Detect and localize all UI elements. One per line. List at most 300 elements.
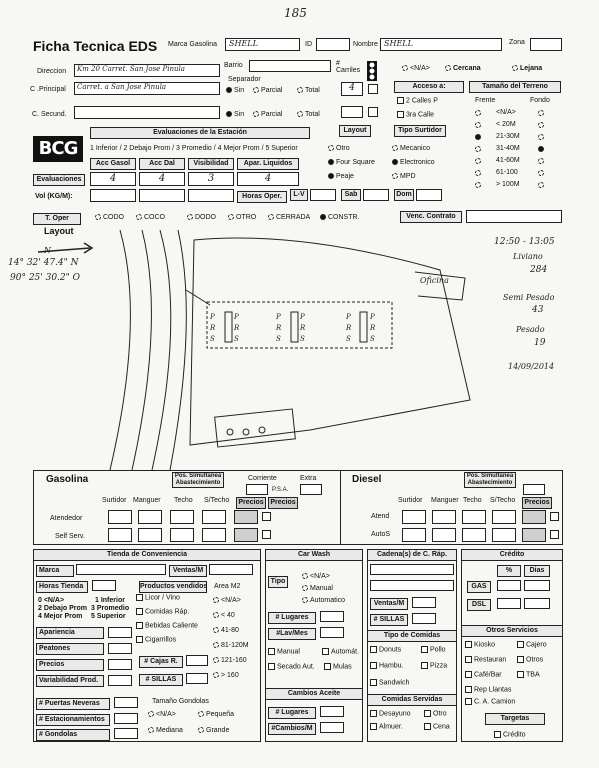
radio-icon — [512, 65, 518, 71]
extra-label: Extra — [300, 475, 317, 482]
radio-icon — [445, 65, 451, 71]
estacionamientos-label: # Estacionamientos — [36, 714, 110, 726]
servicio-label: Kiosko — [474, 641, 496, 649]
eval-col-visibilidad: Visibilidad — [188, 158, 234, 170]
t-oper-option-label: COCO — [144, 214, 165, 221]
eval-acc-dal-field[interactable] — [139, 172, 185, 186]
tercera-calle-check[interactable] — [397, 111, 434, 118]
radio-icon — [328, 173, 334, 179]
page-number: 185 — [284, 6, 307, 20]
area-option[interactable] — [213, 642, 249, 649]
surtidor-four-square-option[interactable] — [328, 159, 375, 166]
cadena-sillas-field[interactable] — [412, 613, 436, 624]
t-oper-label: T. Oper — [33, 213, 81, 225]
eval-col-acc-gasol: Acc Gasol — [90, 158, 136, 170]
checkbox-icon — [421, 646, 428, 653]
vol-label: Vol (KG/M): — [35, 193, 73, 200]
dsl-stecho-col: S/Techo — [490, 497, 516, 504]
servicio-check[interactable] — [517, 671, 540, 678]
comida-pizza-label: Pizza — [430, 662, 448, 670]
servidas-header: Comidas Servidas — [367, 694, 457, 706]
area-option-label: 121-160 — [221, 657, 247, 664]
separador-sin-option[interactable] — [226, 87, 244, 94]
checkbox-icon — [517, 641, 524, 648]
carwash-lavmes-field[interactable] — [320, 627, 344, 638]
servida-desayuno-label: Desayuno — [379, 710, 411, 718]
fondo-radio-5[interactable] — [538, 170, 544, 176]
nombre-value: SHELL — [384, 39, 413, 48]
page-title: Ficha Tecnica EDS — [33, 38, 158, 54]
gasolina-title: Gasolina — [46, 474, 89, 485]
radio-icon — [320, 214, 326, 220]
carwash-manual-option[interactable] — [302, 585, 333, 592]
gas-grid-cell[interactable] — [170, 510, 194, 524]
producto-check[interactable] — [136, 594, 180, 601]
tienda-marca-field[interactable] — [76, 564, 166, 575]
pesado-count: 19 — [534, 338, 546, 348]
t-oper-option-otro[interactable] — [228, 214, 256, 221]
tamano-gondolas-label: Tamaño Gondolas — [152, 698, 209, 705]
surtidor-mecanico-option[interactable] — [392, 145, 430, 152]
site-layout-sketch — [0, 230, 599, 470]
venc-contrato-field[interactable] — [466, 210, 562, 223]
radio-icon — [253, 111, 259, 117]
dsl-grid-check[interactable] — [550, 530, 559, 539]
cajas-field[interactable] — [186, 655, 208, 666]
cw-autom-check[interactable] — [322, 648, 359, 655]
gondola-mediana-option[interactable] — [148, 727, 183, 734]
radio-icon — [328, 145, 334, 151]
carwash-na-option[interactable] — [302, 573, 330, 580]
carwash-tipo-label: Tipo — [268, 576, 288, 588]
scale-2: 2 Debajo Prom — [38, 605, 88, 612]
frente-radio-1[interactable] — [475, 122, 481, 128]
mpd-label: MPD — [400, 173, 416, 180]
dsl-grid-cell[interactable] — [402, 528, 426, 542]
dsl-grid-cell[interactable] — [462, 528, 486, 542]
nombre-label: Nombre — [353, 41, 378, 48]
servicio-check[interactable] — [465, 641, 495, 648]
comida-donuts-check[interactable] — [370, 646, 401, 653]
area-option[interactable] — [213, 612, 235, 619]
radio-icon — [392, 173, 398, 179]
t-oper-option-constr[interactable] — [320, 214, 360, 221]
radio-icon — [392, 159, 398, 165]
tienda-field-input[interactable] — [108, 659, 132, 670]
carwash-auto-option[interactable] — [302, 597, 345, 604]
area-option[interactable] — [213, 627, 239, 634]
semi-count: 43 — [532, 305, 544, 315]
gas-pos-sim-label: Pos. Simultanea Abastecimiento — [172, 472, 224, 488]
servida-almuer-check[interactable] — [370, 723, 403, 730]
checkbox-icon — [494, 731, 501, 738]
cambios-lugares-field[interactable] — [320, 706, 344, 717]
scale-4: 4 Mejor Prom — [38, 613, 83, 620]
comida-hambu-check[interactable] — [370, 662, 404, 669]
eval-scale-text: 1 Inferior / 2 Debajo Prom / 3 Promedio / 4 Mejor Prom / 5 Superior — [90, 145, 298, 152]
nombre-field[interactable] — [380, 38, 502, 51]
horas-tienda-field[interactable] — [92, 580, 116, 591]
evaluaciones-label: Evaluaciones — [33, 174, 85, 186]
servicio-label: Otros — [526, 656, 544, 664]
area-label: Area M2 — [214, 583, 241, 590]
cadena-field-2[interactable] — [370, 580, 454, 591]
extra-field[interactable] — [300, 484, 322, 495]
servida-desayuno-check[interactable] — [370, 710, 411, 717]
proximity-lejana-option[interactable] — [512, 65, 542, 72]
zona-field[interactable] — [530, 38, 562, 51]
area-option[interactable] — [213, 597, 241, 604]
frente-radio-6[interactable] — [475, 182, 481, 188]
lejana-label: Lejana — [520, 65, 543, 72]
id-field[interactable] — [316, 38, 350, 51]
t-oper-option-cerrada[interactable] — [268, 214, 310, 221]
servicio-check[interactable] — [465, 698, 515, 705]
carwash-lugares-field[interactable] — [320, 611, 344, 622]
dsl-grid-cell[interactable] — [492, 528, 516, 542]
credito-dsl-dias[interactable] — [524, 598, 550, 609]
eval-acc-dal-value: 4 — [158, 173, 166, 184]
calles-p-check[interactable] — [397, 97, 438, 104]
t-oper-option-label: CONSTR. — [328, 214, 360, 221]
t-oper-option-label: OTRO — [236, 214, 257, 221]
gas-grid-cell[interactable] — [234, 510, 258, 524]
radio-icon — [302, 573, 308, 579]
cambios-header: Cambios Aceite — [265, 688, 363, 700]
comida-hambu-label: Hambu. — [379, 662, 404, 670]
frente-radio-0[interactable] — [475, 110, 481, 116]
area-option-label: > 160 — [221, 672, 239, 679]
cercana-label: Cercana — [453, 65, 481, 72]
scale-3: 3 Promedio — [91, 605, 130, 612]
sab-field[interactable] — [363, 189, 389, 201]
producto-check[interactable] — [136, 608, 189, 615]
eval-acc-gasol-value: 4 — [109, 173, 117, 184]
dsl-grid-cell[interactable] — [432, 528, 456, 542]
servida-almuer-label: Almuer. — [379, 723, 403, 731]
secund-field[interactable] — [74, 106, 220, 119]
tienda-field-input[interactable] — [108, 675, 132, 686]
eval-visibilidad-field[interactable] — [188, 172, 234, 186]
gondola-pequena-label: Pequeña — [206, 711, 235, 718]
credito-header: Crédito — [461, 549, 563, 561]
frente-label: Frente — [475, 97, 496, 104]
servicio-label: C. A. Camion — [474, 698, 516, 706]
cw-manual-label: Manual — [277, 648, 300, 656]
total-label: Total — [305, 87, 320, 94]
marca-label: Marca Gasolina — [168, 41, 218, 48]
servida-otro-check[interactable] — [424, 710, 447, 717]
eval-apar-liquidos-value: 4 — [264, 173, 272, 184]
secund-sin-option[interactable] — [226, 111, 244, 118]
t-oper-option-coco[interactable] — [136, 214, 165, 221]
servicio-label: Café/Bar — [474, 671, 502, 679]
vol-field-3[interactable] — [188, 189, 234, 202]
eval-col-apar-liquidos: Apar. Liquidos — [237, 158, 299, 170]
count-date: 14/09/2014 — [508, 362, 555, 371]
scale-1: 1 Inferior — [95, 597, 125, 604]
radio-icon — [187, 214, 193, 220]
cambios-mes-label: #Cambios/M — [268, 723, 316, 735]
gas-grid-cell[interactable] — [234, 528, 258, 542]
cadena-field-1[interactable] — [370, 564, 454, 575]
servicio-label: Rep Llantas — [474, 686, 512, 694]
targeta-credito-check[interactable] — [494, 731, 526, 738]
credito-pct-label: % — [497, 565, 521, 577]
gas-grid-cell[interactable] — [170, 528, 194, 542]
vol-field-2[interactable] — [139, 189, 185, 202]
bcg-logo: BCG — [33, 136, 83, 162]
tienda-field-label: Apariencia — [36, 627, 104, 639]
tercera-calle-label: 3ra Calle — [406, 111, 435, 119]
radio-icon — [95, 214, 101, 220]
checkbox-icon — [424, 710, 431, 717]
dom-field[interactable] — [416, 189, 442, 201]
servicio-check[interactable] — [465, 656, 506, 663]
tienda-field-label: Peatones — [36, 643, 104, 655]
terreno-size-label: 61-100 — [496, 169, 518, 176]
dsl-grid-cell[interactable] — [462, 510, 486, 524]
checkbox-icon — [465, 641, 472, 648]
fondo-radio-4[interactable] — [538, 158, 544, 164]
separador-total-option[interactable] — [297, 87, 320, 94]
count-time: 12:50 - 13:05 — [494, 237, 555, 247]
fondo-label: Fondo — [530, 97, 550, 104]
servicio-check[interactable] — [465, 671, 502, 678]
dsl-pos-sim-label: Pos. Simultanea Abastecimiento — [464, 472, 516, 488]
radio-icon — [148, 711, 154, 717]
carwash-auto-label: Automatico — [310, 597, 346, 604]
barrio-field[interactable] — [249, 60, 331, 72]
credito-gas-pct[interactable] — [497, 580, 521, 591]
servida-cena-check[interactable] — [424, 723, 450, 730]
cadena-ventas-label: Ventas/M — [370, 598, 408, 610]
secund-carriles-field[interactable] — [341, 106, 363, 118]
radio-icon — [328, 159, 334, 165]
zona-label: Zona — [509, 39, 525, 46]
cambios-mes-field[interactable] — [320, 722, 344, 733]
dsl-grid-cell[interactable] — [402, 510, 426, 524]
proximity-na-option[interactable] — [402, 65, 430, 72]
carwash-na-label: <N/A> — [310, 573, 330, 580]
checkbox-icon — [465, 671, 472, 678]
principal-label: C .Principal — [30, 86, 66, 93]
servicio-check[interactable] — [517, 641, 547, 648]
gas-manguer-col: Manguer — [133, 497, 161, 504]
fondo-radio-0[interactable] — [538, 110, 544, 116]
layout-section-label: Layout — [44, 226, 74, 236]
dsl-grid-cell[interactable] — [492, 510, 516, 524]
marca-field[interactable] — [225, 38, 300, 51]
eval-apar-liquidos-field[interactable] — [237, 172, 299, 186]
cw-secado-check[interactable] — [268, 663, 315, 670]
principal-field[interactable] — [74, 82, 220, 95]
dom-label: Dom — [394, 189, 414, 201]
surtidor-electronico-option[interactable] — [392, 159, 435, 166]
producto-label: Comidas Ráp. — [145, 608, 190, 616]
radio-icon — [136, 214, 142, 220]
producto-check[interactable] — [136, 622, 198, 629]
comida-sandwich-check[interactable] — [370, 679, 409, 686]
secund-label: C. Secund. — [32, 111, 67, 118]
secund-total-option[interactable] — [297, 111, 320, 118]
radio-icon — [198, 711, 204, 717]
direccion-label: Direccion — [37, 68, 67, 75]
checkbox-icon — [136, 608, 143, 615]
diesel-title: Diesel — [352, 474, 382, 485]
eval-acc-gasol-field[interactable] — [90, 172, 136, 186]
dsl-psa-field[interactable] — [523, 484, 545, 495]
puertas-field[interactable] — [114, 697, 138, 708]
servicio-check[interactable] — [465, 686, 511, 693]
frente-radio-2[interactable] — [475, 134, 481, 140]
dsl-grid-cell[interactable] — [522, 528, 546, 542]
traffic-light-icon — [366, 61, 378, 81]
t-oper-option-label: DODO — [195, 214, 216, 221]
fondo-radio-3[interactable] — [538, 146, 544, 152]
gas-stecho-col: S/Techo — [204, 497, 230, 504]
area-option[interactable] — [213, 672, 239, 679]
radio-icon — [392, 145, 398, 151]
gas-self-serv-label: Self Serv. — [55, 533, 85, 540]
dsl-atend-label: Atend — [371, 513, 390, 520]
carriles-field[interactable] — [341, 82, 363, 96]
pump-label: R — [276, 324, 282, 332]
t-oper-option-label: CODO — [103, 214, 124, 221]
frente-radio-3[interactable] — [475, 146, 481, 152]
dsl-grid-cell[interactable] — [522, 510, 546, 524]
carwash-lavmes-label: #Lav/Mes — [268, 628, 316, 640]
pump-label: R — [210, 324, 216, 332]
gondolas-field[interactable] — [114, 728, 138, 739]
horas-tienda-label: Horas Tienda — [36, 581, 88, 593]
producto-check[interactable] — [136, 636, 176, 643]
carwash-manual-label: Manual — [310, 585, 333, 592]
barrio-label: Barrio — [224, 62, 243, 69]
parcial-label: Parcial — [261, 111, 283, 118]
vol-field-1[interactable] — [90, 189, 136, 202]
pump-label: P — [276, 313, 281, 321]
area-option[interactable] — [213, 657, 247, 664]
gas-grid-cell[interactable] — [108, 510, 132, 524]
gas-grid-cell[interactable] — [138, 528, 162, 542]
proximity-cercana-option[interactable] — [445, 65, 481, 72]
fuel-divider — [340, 470, 341, 545]
gas-grid-cell[interactable] — [108, 528, 132, 542]
checkbox-icon — [136, 622, 143, 629]
radio-icon — [268, 214, 274, 220]
lv-field[interactable] — [310, 189, 336, 201]
tienda-field-input[interactable] — [108, 627, 132, 638]
gondola-pequena-option[interactable] — [198, 711, 234, 718]
fondo-radio-6[interactable] — [538, 182, 544, 188]
carriles-check[interactable] — [368, 84, 378, 94]
frente-radio-5[interactable] — [475, 170, 481, 176]
corriente-label: Corriente — [248, 475, 277, 482]
tipo-comidas-header: Tipo de Comidas — [367, 630, 457, 642]
estacionamientos-field[interactable] — [114, 713, 138, 724]
gas-grid-check[interactable] — [262, 530, 271, 539]
t-oper-option-codo[interactable] — [95, 214, 124, 221]
layout-button[interactable]: Layout — [339, 125, 371, 137]
dsl-techo-col: Techo — [463, 497, 482, 504]
gas-grid-check[interactable] — [262, 512, 271, 521]
liviano-label: Liviano — [513, 252, 543, 261]
cw-mulas-label: Mulas — [333, 663, 352, 671]
otros-servicios-header: Otros Servicios — [461, 625, 563, 637]
checkbox-icon — [324, 663, 331, 670]
gondola-na-label: <N/A> — [156, 711, 176, 718]
surtidor-otro-option[interactable] — [328, 145, 350, 152]
secund-check[interactable] — [368, 107, 378, 117]
separador-parcial-option[interactable] — [253, 87, 282, 94]
cw-manual-check[interactable] — [268, 648, 300, 655]
gas-precios-label: Precios — [268, 497, 298, 509]
servicio-label: Restauran — [474, 656, 507, 664]
separador-label: Separador — [228, 76, 261, 83]
carwash-lugares-label: # Lugares — [268, 612, 316, 624]
area-option-label: < 40 — [221, 612, 235, 619]
gondola-grande-option[interactable] — [198, 727, 229, 734]
tienda-sillas-field[interactable] — [186, 673, 208, 684]
direccion-field[interactable] — [74, 64, 220, 77]
pump-label: P — [234, 313, 239, 321]
secund-parcial-option[interactable] — [253, 111, 282, 118]
area-option-label: 41-80 — [221, 627, 239, 634]
surtidor-mpd-option[interactable] — [392, 173, 416, 180]
servicio-check[interactable] — [517, 656, 543, 663]
radio-icon — [213, 657, 219, 663]
fondo-radio-2[interactable] — [538, 134, 544, 140]
radio-icon — [198, 727, 204, 733]
tienda-ventas-field[interactable] — [209, 564, 253, 575]
t-oper-option-dodo[interactable] — [187, 214, 216, 221]
tienda-field-label: Precios — [36, 659, 104, 671]
gas-surtidor-col: Surtidor — [102, 497, 127, 504]
gondola-mediana-label: Mediana — [156, 727, 183, 734]
liviano-count: 284 — [530, 265, 548, 275]
gas-grid-cell[interactable] — [202, 528, 226, 542]
checkbox-icon — [397, 111, 404, 118]
pump-label: R — [300, 324, 306, 332]
comida-pizza-check[interactable] — [421, 662, 447, 669]
direccion-value: Km 20 Carret. San Jose Pinula — [77, 65, 185, 73]
four-square-label: Four Square — [336, 159, 375, 166]
sin-label: Sin — [234, 87, 245, 94]
sab-label: Sab — [341, 189, 361, 201]
credito-dsl-pct[interactable] — [497, 598, 521, 609]
cadena-ventas-field[interactable] — [412, 597, 436, 608]
checkbox-icon — [370, 662, 377, 669]
fondo-radio-1[interactable] — [538, 122, 544, 128]
credito-gas-dias[interactable] — [524, 580, 550, 591]
cw-mulas-check[interactable] — [324, 663, 352, 670]
coords-lat: 14° 32' 47.4" N — [8, 258, 79, 268]
corriente-field[interactable] — [246, 484, 268, 495]
tienda-field-input[interactable] — [108, 643, 132, 654]
frente-radio-4[interactable] — [475, 158, 481, 164]
dsl-grid-cell[interactable] — [432, 510, 456, 524]
parcial-label: Parcial — [261, 87, 283, 94]
scale-0: 0 <N/A> — [38, 597, 65, 604]
dsl-grid-check[interactable] — [550, 512, 559, 521]
gas-grid-cell[interactable] — [202, 510, 226, 524]
gondola-na-option[interactable] — [148, 711, 176, 718]
credito-dias-label: Dias — [524, 565, 550, 577]
gas-grid-cell[interactable] — [138, 510, 162, 524]
comida-pollo-check[interactable] — [421, 646, 446, 653]
surtidor-peaje-option[interactable] — [328, 173, 354, 180]
